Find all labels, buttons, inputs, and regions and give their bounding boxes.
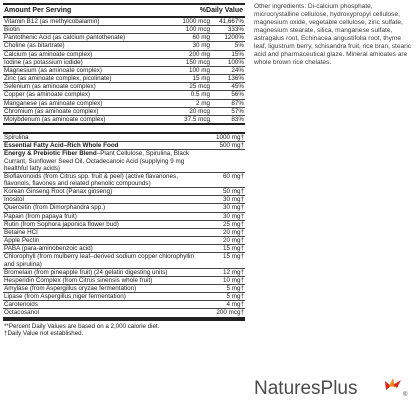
blend-name: Betaine HCl — [4, 228, 38, 236]
other-ingredients: Other ingredients: Di-calcium phosphate, microcrystalline cellulose, hydroxypropyl cellulose, magnesium oxide, vegetable cellulose, zinc sulfate, magnesium stearate, silica, manganese sulfate, astragalus root, Echinacea angustifolia root, thyme leaf, ligustrum berry, schisandra fruit, rice bran, stearic acid and pharmaceutical glaze. Mineral amioates are whole brown rice chelates. — [254, 3, 412, 66]
naturesplus-logo — [252, 377, 416, 399]
footnotes — [3, 319, 245, 337]
vitamins-table — [3, 18, 245, 125]
blend-name: Papain (from papaya fruit) — [4, 212, 77, 220]
blend-name: Lipase (from Aspergillus niger fermentation) — [4, 293, 126, 301]
blend-name: Hesperidin Complex (from Citrus sinensis whole fruit) — [4, 276, 153, 284]
blend-row — [3, 237, 245, 245]
nutrient-name: Selenium (as aminoate complex) — [4, 83, 96, 91]
footnote-dv: **Percent Daily Values are based on a 2,000 calorie diet. — [4, 322, 160, 330]
nutrient-amount: 30 mg — [192, 42, 210, 50]
blend-row — [3, 150, 245, 172]
blend-row — [3, 134, 245, 142]
nutrient-row — [3, 51, 245, 59]
nutrient-dv: 24% — [231, 66, 244, 74]
blend-name — [4, 150, 200, 171]
nutrient-name: Copper (as aminoate complex) — [4, 91, 91, 99]
blend-amount: 5 mg† — [226, 285, 244, 292]
section-divider — [3, 125, 245, 134]
footnote-dagger: †Daily Value not established. — [4, 329, 84, 337]
nutrient-amount: 1000 mcg — [182, 18, 210, 25]
blend-amount: 50 mg† — [222, 188, 244, 196]
nutrient-dv: 15% — [231, 50, 244, 58]
nutrient-dv: 41,667% — [219, 18, 244, 25]
trademark-mark: ® — [403, 392, 408, 398]
blend-row — [3, 293, 245, 301]
blend-amount: 10 mg† — [222, 276, 244, 284]
nutrient-name: Calcium (as aminoate complex) — [4, 50, 93, 58]
nutrient-amount: 200 mg — [188, 50, 210, 58]
nutrient-dv: 83% — [231, 115, 244, 123]
nutrient-row — [3, 42, 245, 50]
nutrient-dv: 333% — [227, 26, 244, 34]
blend-amount: 20 mg† — [222, 228, 244, 236]
nutrient-amount: 60 mg — [192, 34, 210, 42]
blend-amount: 5 mg† — [226, 293, 244, 301]
nutrient-name: Iodine (as potassium iodide) — [4, 58, 83, 66]
facts-header — [3, 3, 245, 18]
nutrient-dv: 100% — [227, 58, 244, 66]
amount-per-serving-label: Amount Per Serving — [4, 7, 72, 14]
blend-name-bold: Energy & Prebiotic Fiber Blend — [4, 150, 97, 158]
blend-row — [3, 309, 245, 318]
blend-name: Bromelain (from pineapple fruit) (24 gelatin digesting units) — [4, 268, 168, 276]
nutrient-name: Zinc (as aminoate complex, picolinate) — [4, 75, 112, 83]
nutrient-amount: 25 mcg — [189, 83, 210, 91]
blend-row — [3, 285, 245, 293]
blend-name-rest: –Plant Cellulose, Spirulina, Black Currant, Sunflower Seed Oil, Octadecanoic Acid (supplying 9 mg healthful fatty acids) — [4, 150, 190, 172]
blend-row — [3, 245, 245, 253]
brand-sunburst-icon — [385, 378, 401, 390]
nutrient-name: Magnesium (as aminoate complex) — [4, 66, 102, 74]
daily-value-label: %Daily Value — [199, 7, 243, 14]
nutrient-row — [3, 67, 245, 75]
blend-amount: 500 mg† — [219, 142, 244, 150]
nutrient-amount: 2 mg — [196, 99, 210, 107]
nutrient-row — [3, 83, 245, 91]
blend-name: Apple Pectin — [4, 237, 40, 245]
nutrient-amount: 37.5 mcg — [184, 115, 210, 123]
nutrient-name: Choline (as bitartrate) — [4, 42, 65, 50]
nutrient-name: Vitamin B12 (as methylcobalamin) — [4, 18, 100, 25]
blend-amount: 30 mg† — [222, 204, 244, 212]
nutrient-name: Manganese (as aminoate complex) — [4, 99, 103, 107]
blend-row — [3, 196, 245, 204]
blend-amount: 30 mg† — [222, 196, 244, 204]
blend-name: Chlorophyll (from mulberry leaf–derived sodium copper chlorophyllin and spirulina) — [4, 253, 195, 268]
blend-name: Amylase (from Aspergillus oryzae fermentation) — [4, 285, 137, 292]
blend-amount — [200, 150, 244, 171]
blend-name: Bioflavonoids (from Citrus spp. fruit & peel) (active flavanones, flavonols, flavones and related phenolic compounds) — [4, 172, 178, 187]
nutrient-amount: 100 mg — [188, 66, 210, 74]
blend-amount: 4 mg† — [226, 301, 244, 309]
blend-amount: 20 mg† — [222, 237, 244, 245]
blend-name: Octacosanol — [4, 309, 40, 317]
nutrient-row — [3, 75, 245, 83]
nutrient-row — [3, 26, 245, 34]
blends-table — [3, 134, 245, 319]
blend-amount: 200 mcg† — [216, 309, 244, 317]
blend-row — [3, 221, 245, 229]
nutrient-row — [3, 34, 245, 42]
nutrient-name: Biotin — [4, 26, 20, 34]
blend-row — [3, 213, 245, 221]
brand-name: NaturesPlus — [254, 378, 358, 399]
blend-row — [3, 188, 245, 196]
nutrient-dv: 87% — [231, 99, 244, 107]
nutrient-amount: 100 mcg — [185, 26, 210, 34]
blend-row — [3, 253, 245, 268]
nutrient-amount: 150 mcg — [185, 58, 210, 66]
blend-name: Korean Ginseng Root (Panax ginseng) — [4, 188, 113, 196]
nutrient-row — [3, 108, 245, 116]
blend-amount: 60 mg† — [222, 172, 244, 180]
blend-name: Rutin (from Sophora japonica flower bud) — [4, 220, 119, 228]
blend-row — [3, 229, 245, 237]
blend-name: PABA (para-aminobenzoic acid) — [4, 245, 93, 253]
nutrient-row — [3, 100, 245, 108]
nutrient-amount: 20 mcg — [189, 107, 210, 115]
nutrient-name: Chromium (as aminoate complex) — [4, 107, 99, 115]
nutrient-dv: 136% — [227, 75, 244, 83]
supplement-facts-panel — [3, 3, 245, 337]
blend-row — [3, 277, 245, 285]
blend-name: Essential Fatty Acid–Rich Whole Food — [4, 142, 119, 150]
blend-row — [3, 142, 245, 150]
blend-row — [3, 173, 245, 188]
nutrient-row — [3, 91, 245, 99]
blend-amount: 15 mg† — [222, 253, 244, 261]
nutrient-name: Molybdenum (as aminoate complex) — [4, 115, 106, 123]
nutrient-dv: 56% — [231, 91, 244, 99]
nutrient-amount: 0.5 mg — [190, 91, 210, 99]
blend-amount: 15 mg† — [222, 245, 244, 253]
blend-amount: 25 mg† — [222, 220, 244, 228]
blend-name: Spirulina — [4, 134, 29, 142]
nutrient-row — [3, 116, 245, 125]
blend-amount: 1000 mg† — [215, 134, 244, 142]
nutrient-dv: 45% — [231, 83, 244, 91]
nutrient-row — [3, 18, 245, 26]
blend-name: Quercetin (from Dimorphandra spp.) — [4, 204, 106, 212]
blend-amount: 12 mg† — [222, 268, 244, 276]
nutrient-dv: 57% — [231, 107, 244, 115]
blend-row — [3, 301, 245, 309]
nutrient-row — [3, 59, 245, 67]
blend-row — [3, 269, 245, 277]
nutrient-dv: 1200% — [224, 34, 244, 42]
blend-amount: 30 mg† — [222, 212, 244, 220]
blend-name: Inositol — [4, 196, 24, 204]
nutrient-dv: 5% — [234, 42, 244, 50]
nutrient-name: Pantothenic Acid (as calcium pantothenate) — [4, 34, 126, 42]
blend-row — [3, 204, 245, 212]
nutrient-amount: 15 mg — [192, 75, 210, 83]
blend-name: Carotenoids — [4, 301, 38, 309]
